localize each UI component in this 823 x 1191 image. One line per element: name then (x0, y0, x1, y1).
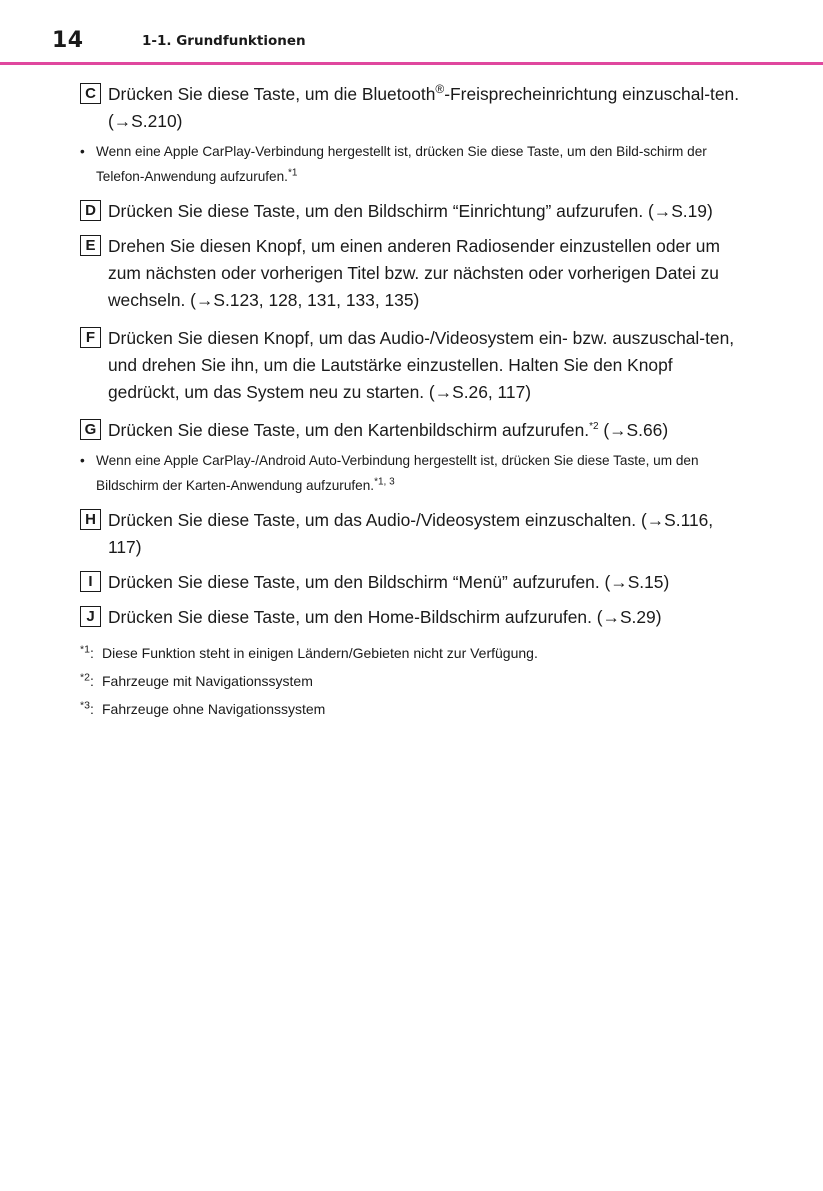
key-label-g: G (80, 419, 101, 440)
item-i-text: Drücken Sie diese Taste, um den Bildschirm “Menü” aufzurufen. (→S.15) (108, 572, 670, 592)
footnote-2 (80, 667, 740, 695)
header-rule (0, 62, 823, 65)
note-c (80, 139, 740, 189)
note-g-text: Wenn eine Apple CarPlay-/Android Auto-Verbindung hergestellt ist, drücken Sie diese Taste, um den Bildschirm der Karten-Anwendung aufzurufen. (96, 453, 699, 493)
item-g (80, 417, 740, 444)
item-i (80, 569, 740, 596)
footnotes (80, 639, 740, 723)
key-label-h: H (80, 509, 101, 530)
item-c (80, 81, 740, 135)
key-label-f: F (80, 327, 101, 348)
note-g-footnote-ref: *1, 3 (374, 476, 395, 488)
item-d (80, 198, 740, 225)
note-c-footnote-ref: *1 (287, 167, 298, 179)
chapter-title: 1-1. Grundfunktionen (142, 33, 306, 49)
item-j (80, 604, 740, 631)
page-number: 14 (52, 28, 84, 53)
item-g-text-after: (→S.66) (598, 420, 669, 440)
item-h-text: Drücken Sie diese Taste, um das Audio-/Videosystem einzuschalten. (→S.116, 117) (108, 510, 714, 557)
item-f-text: Drücken Sie diesen Knopf, um das Audio-/Videosystem ein- bzw. auszuschal-ten, und drehen Sie ihn, um die Lautstärke einzustellen. Halten Sie den Knopf gedrückt, um das System neu zu starten. (→S.26, 117) (108, 328, 735, 402)
footnote-1-text: Diese Funktion steht in einigen Ländern/Gebieten nicht zur Verfügung. (102, 645, 538, 661)
footnote-mark: $^{*3}$: (80, 699, 94, 717)
footnote-2-text: Fahrzeuge mit Navigationssystem (102, 673, 313, 689)
item-e-text: Drehen Sie diesen Knopf, um einen anderen Radiosender einzustellen oder um zum nächsten oder vorherigen Titel bzw. zur nächsten oder vorherigen Datei zu wechseln. (→S.123, 128, 131, 133, 135) (108, 236, 720, 310)
item-d-text: Drücken Sie diese Taste, um den Bildschirm “Einrichtung” aufzurufen. (→S.19) (108, 201, 713, 221)
note-c-text: Wenn eine Apple CarPlay-Verbindung hergestellt ist, drücken Sie diese Taste, um den Bild-schirm der Telefon-Anwendung aufzurufen. (96, 144, 707, 184)
item-g-footnote-ref: *2 (589, 421, 599, 433)
note-g (80, 448, 740, 498)
footnote-3-text: Fahrzeuge ohne Navigationssystem (102, 701, 326, 717)
item-f (80, 325, 740, 406)
key-label-e: E (80, 235, 101, 256)
bullet-icon: • (80, 453, 85, 468)
page-header (0, 0, 823, 66)
footnote-mark: $^{*1}$: (80, 643, 94, 661)
key-label-j: J (80, 606, 101, 627)
content (80, 81, 740, 723)
item-h (80, 507, 740, 561)
key-label-i: I (80, 571, 101, 592)
key-label-c: C (80, 83, 101, 104)
footnote-1 (80, 639, 740, 667)
item-g-text: Drücken Sie diese Taste, um den Kartenbildschirm aufzurufen. (108, 420, 590, 440)
item-c-text: Drücken Sie diese Taste, um die Bluetooth (108, 84, 436, 104)
item-e (80, 233, 740, 314)
bullet-icon: • (80, 144, 85, 159)
key-label-d: D (80, 200, 101, 221)
footnote-mark: $^{*2}$: (80, 671, 94, 689)
registered-mark: ® (435, 82, 445, 97)
item-j-text: Drücken Sie diese Taste, um den Home-Bildschirm aufzurufen. (→S.29) (108, 607, 662, 627)
item-c-text-after: -Freisprecheinrichtung einzuschal-ten. (→S.210) (108, 84, 740, 131)
footnote-3 (80, 695, 740, 723)
